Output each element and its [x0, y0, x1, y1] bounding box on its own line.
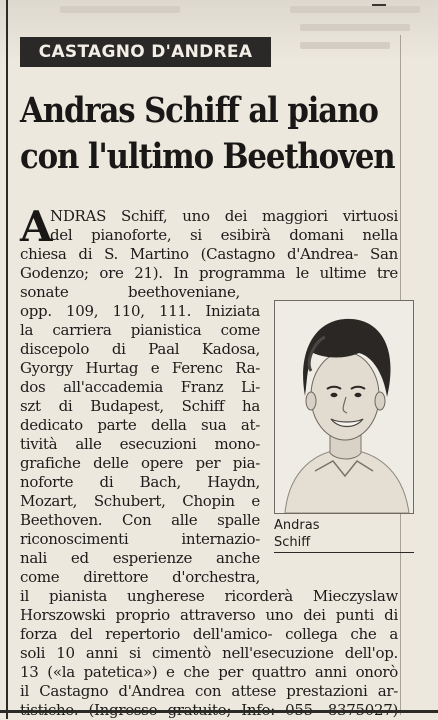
- article-line: dedicato parte della sua at-: [20, 416, 260, 434]
- article-line: del pianoforte, si esibirà domani nella: [50, 226, 398, 244]
- headline-line: Andras Schiff al piano: [20, 90, 378, 131]
- article-line: nali ed esperienze anche: [20, 549, 260, 567]
- article-line: Beethoven. Con alle spalle: [20, 511, 260, 529]
- article-line: Mozart, Schubert, Chopin e: [20, 492, 260, 510]
- section-kicker: CASTAGNO D'ANDREA: [20, 37, 271, 67]
- portrait-image: [275, 301, 413, 513]
- author-photo: [274, 300, 414, 514]
- caption-line: Schiff: [274, 535, 311, 550]
- photo-caption: [274, 517, 414, 551]
- article-line: NDRAS Schiff, uno dei maggiori virtuosi: [50, 207, 398, 225]
- article-line: 13 («la patetica») e che per quattro anni onorò: [20, 663, 398, 681]
- article-line: noforte di Bach, Haydn,: [20, 473, 260, 491]
- bleed-line: [300, 24, 410, 31]
- bleed-line: [60, 6, 180, 13]
- article-line: come direttore d'orchestra,: [20, 568, 260, 586]
- drop-cap: A: [20, 202, 53, 251]
- article-line: grafiche delle opere per pia-: [20, 454, 260, 472]
- bleed-line: [300, 42, 390, 49]
- article-line: Gyorgy Hurtag e Ferenc Ra-: [20, 359, 260, 377]
- article-line: tività alle esecuzioni mono-: [20, 435, 260, 453]
- bleed-line: [290, 6, 420, 13]
- article-line: forza del repertorio dell'amico- collega che a: [20, 625, 398, 643]
- article-line: Horszowski proprio attraverso uno dei punti di: [20, 606, 398, 624]
- left-page-rule: [6, 0, 8, 719]
- article-line: opp. 109, 110, 111. Iniziata: [20, 302, 260, 320]
- caption-rule: [274, 552, 414, 553]
- corner-mark: [372, 0, 386, 6]
- bottom-rule: [0, 710, 438, 713]
- caption-line: Andras: [274, 518, 320, 533]
- article-line: Godenzo; ore 21). In programma le ultime tre: [20, 264, 398, 282]
- article-line: szt di Budapest, Schiff ha: [20, 397, 260, 415]
- article-line: dos all'accademia Franz Li-: [20, 378, 260, 396]
- article-line: chiesa di S. Martino (Castagno d'Andrea- San: [20, 245, 398, 263]
- article-line: il pianista ungherese ricorderà Mieczyslaw: [20, 587, 398, 605]
- article-line: riconoscimenti internazio-: [20, 530, 260, 548]
- article-line: il Castagno d'Andrea con attese prestazioni ar-: [20, 682, 398, 700]
- article-line: soli 10 anni si cimentò nell'esecuzione dell'op.: [20, 644, 398, 662]
- headline-line: con l'ultimo Beethoven: [20, 136, 395, 177]
- article-line: la carriera pianistica come: [20, 321, 260, 339]
- article-line: discepolo di Paal Kadosa,: [20, 340, 260, 358]
- article-line: sonate beethoveniane,: [20, 283, 240, 301]
- headline: [20, 88, 395, 180]
